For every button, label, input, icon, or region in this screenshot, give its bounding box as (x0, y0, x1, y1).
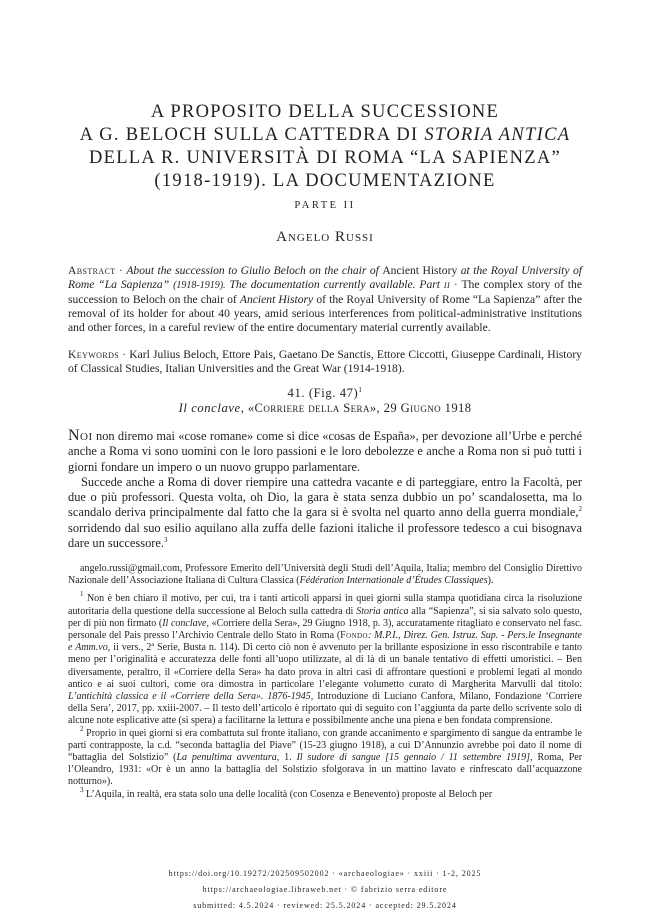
section-subtitle (68, 401, 582, 416)
footnote-1-number: 1 (80, 590, 84, 599)
footnote-1-italic-4: L’antichità classica e il «Corriere della Sera». 1876-1945 (68, 691, 311, 703)
abstract-separator: · (115, 264, 127, 277)
title-line-2-italic: STORIA ANTICA (424, 125, 571, 145)
abstract (68, 264, 582, 335)
footnote-3-number: 3 (80, 785, 84, 794)
footer-dates-line: submitted: 4.5.2024 · reviewed: 25.5.2024 · accepted: 29.5.2024 (193, 901, 457, 910)
paragraph-2-text-a: Succede anche a Roma di dover riempire una cattedra vacante e di parteggiare, entro la Facoltà, per due o più professori. Questa volta, oh Dio, la gara è stata senza dubbio un po’ scandalosetta, ma lo scandalo deriva principalmente dal fatto che la gara si è svolta nel quarto anno della guerra mondiale, (68, 474, 582, 520)
keywords-label: Keywords (68, 348, 120, 361)
footnote-3-text: L’Aquila, in realtà, era stata solo una delle località (con Cosenza e Benevento) proposte al Beloch per (86, 788, 493, 800)
author-name: Angelo Russi (276, 229, 374, 245)
abstract-it-2: at the Royal University of Rome “La Sapienza” (68, 264, 583, 291)
abstract-r-2: · The complex story of the succession to Beloch on the chair of (68, 278, 582, 306)
footnote-ref-2: 2 (578, 505, 582, 514)
body-paragraph-1 (68, 428, 582, 475)
footnote-1-text-e: , Introduzione di Luciano Canfora, Milano, Fondazione ‘Corriere della Sera’, 2017, pp. xxiii-2007. – Il testo dell’articolo è riportato qui di seguito con l’aggiunta da parte dello scrivente solo di alcune note esplicative atte (si spera) a facilitarne la lettura e possibilmente anche una piena e ben fondata comprensione. (68, 691, 582, 727)
affiliation-italic: Fédération Internationale d’Études Classiques (299, 575, 488, 587)
abstract-it-3: The documentation currently available. Part (225, 278, 444, 291)
footnote-1-italic-1: Storia antica (356, 605, 409, 617)
title-line-2-text: A G. BELOCH SULLA CATTEDRA DI (79, 125, 425, 145)
paragraph-1-text: non diremo mai «cose romane» come si dice «cosas de España», per devozione all’Urbe e perché anche a Roma vi sono uomini con le loro passioni e le loro debolezze e anche a Roma non si può tutti i giorni fondare un impero o un nuovo gruppo parlamentare. (68, 429, 582, 474)
author-affiliation (68, 563, 582, 587)
body-text (68, 428, 582, 551)
section-number (68, 386, 582, 401)
footnote-2-italic-2: Il sudore di sangue [15 gennaio / 11 settembre 1919] (296, 752, 531, 764)
section-subtitle-rest: , «Corriere della Sera», 29 Giugno 1918 (240, 401, 472, 415)
footnote-1 (68, 590, 583, 727)
affiliation-text-b: ). (487, 575, 494, 587)
footnote-2-italic-1: La penultima avventura (176, 752, 277, 764)
page-footer (68, 866, 582, 914)
abstract-part: ii (443, 278, 451, 291)
keywords (68, 348, 582, 376)
abstract-r-1: Ancient History (382, 264, 458, 277)
section-heading (68, 386, 582, 416)
body-paragraph-2 (68, 475, 582, 551)
footnote-1-text-a: Non è ben chiaro il motivo, per cui, tra i tanti articoli apparsi in quei giorni sulla stampa quotidiana circa la risoluzione autoritaria della questione della successione al Beloch sulla cattedra di (68, 593, 583, 617)
footnote-2-number: 2 (80, 724, 84, 733)
footnote-1-text-c: , «Corriere della Sera», 29 Giugno 1918, p. 3), accuratamente ritagliato e conservato nel fasc. personale del Pais presso l’Archivio Centrale dello Stato in Roma ( (68, 617, 583, 642)
paragraph-2-text-b: sorridendo dal suo esilio aquilano alla zuffa delle fazioni italiche il professore tedesco a cui bisognava dare un successore. (68, 520, 582, 551)
footnote-1-italic-2: Il conclave (162, 617, 207, 629)
footnote-ref-3: 3 (164, 536, 168, 545)
article-title-line-2 (68, 124, 582, 147)
abstract-it-1: About the succession to Giulio Beloch on the chair of (126, 264, 383, 277)
footer-doi-line: https://doi.org/10.19272/202509502002 · «archaeologiae» · xxiii · 1-2, 2025 (168, 869, 482, 878)
article-title-line-4: (1918-1919). LA DOCUMENTAZIONE (154, 171, 496, 191)
abstract-it-4: Ancient History (239, 293, 314, 306)
article-title-line-3: DELLA R. UNIVERSITÀ DI ROMA “LA SAPIENZA” (88, 148, 562, 168)
article-title-line-1: A PROPOSITO DELLA SUCCESSIONE (150, 102, 500, 122)
footnote-3 (68, 785, 582, 801)
footnotes (68, 563, 582, 801)
abstract-label: Abstract (68, 264, 116, 277)
section-number-text: 41. (Fig. 47) (287, 386, 359, 400)
section-footnote-ref: 1 (358, 386, 363, 394)
keywords-text: Karl Julius Beloch, Ettore Pais, Gaetano De Sanctis, Ettore Ciccotti, Giuseppe Cardinali, History of Classical Studies, Italian Universities and the Great War (1914-1918). (68, 348, 582, 375)
part-label: PARTE II (294, 200, 356, 211)
footnote-2-text-b: , 1. (276, 752, 297, 764)
section-subtitle-italic: Il conclave (178, 401, 241, 415)
keywords-separator: · (119, 348, 130, 361)
footnote-1-text-b: alla “Sapienza”, si sia salvato solo questo, per di più non firmato ( (68, 605, 582, 629)
abstract-r-3: of the Royal University of Rome “La Sapienza” after the removal of its holder for about 40 years, amid serious interferences from political-administrative institutions and other forces, in a careful review of the entire documentary material currently available. (68, 293, 582, 334)
paragraph-opening-word: Noi (68, 427, 93, 444)
footnote-2-text-a: Proprio in quei giorni si era combattuta sul fronte italiano, con grande accanimento e spargimento di sangue da entrambe le parti contrapposte, la c.d. “seconda battaglia del Piave” (15-23 giugno 1918), a cui D’Annunzio avrebbe poi dato il nome di “battaglia del Solstizio” ( (68, 727, 582, 764)
footnote-1-text-d: ii vers., 2ª Serie, Busta n. 114). Di certo ciò non è avvenuto per la brillante esposizione in esso riscontrabile e tanto meno per l’originalità e accuratezza delle fonti all’uopo utilizzate, al di là di un banale tentativo di effetti umoristici. – Ben diversamente, peraltro, il «Corriere della Sera» ha dato prova in altri casi di affrontare questioni e problemi legati al mondo antico e ai suoi cultori, come ora dimostra in particolare l’elegante volumetto curato di Margherita Marvulli dal titolo: (68, 642, 583, 690)
title-block (68, 101, 582, 246)
footer-website-line: https://archaeologiae.libraweb.net · © fabrizio serra editore (202, 885, 448, 894)
affiliation-text-a: angelo.russi@gmail.com, Professore Emerito dell’Università degli Studi dell’Aquila, Italia; membro del Consiglio Direttivo Nazionale dell’Associazione Italiana di Cultura Classica ( (68, 563, 582, 587)
footnote-2-text-c: , Roma, Per l’Oleandro, 1931: «Or è un anno la battaglia del Solstizio sfolgorava in un mattino lavato e rinfrescato dall’acquazzone notturno»). (68, 752, 583, 788)
abstract-years: (1918-1919). (173, 280, 226, 291)
footnote-1-italic-3: : M.P.I., Direz. Gen. Istruz. Sup. - Pers.le Insegnante e Amm.vo, (68, 630, 582, 654)
footnote-2 (68, 724, 583, 789)
footnote-1-fondo: Fondo (340, 630, 368, 642)
